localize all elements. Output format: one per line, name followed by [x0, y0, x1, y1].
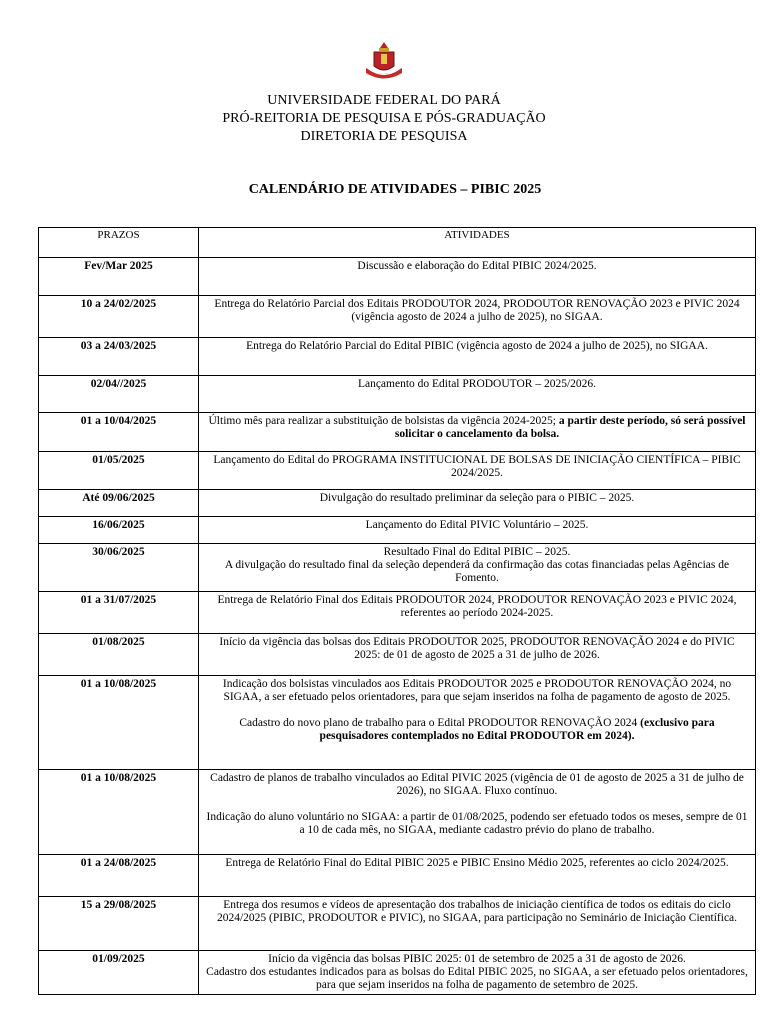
activity-cell [199, 634, 756, 676]
activity-text: Entrega dos resumos e vídeos de apresentação dos trabalhos de iniciação científica de todos os editais do ciclo 2024/2025 (PIBIC, PRODOUTOR e PIVIC), no SIGAA, para participação no Seminário de Iniciação Científica. [216, 899, 738, 924]
deadline-cell: 10 a 24/02/2025 [39, 296, 199, 338]
activity-text-bold: (exclusivo para pesquisadores contemplados no Edital PRODOUTOR em 2024). [319, 717, 715, 742]
activity-cell [199, 296, 756, 338]
university-name: UNIVERSIDADE FEDERAL DO PARÁ [267, 93, 501, 108]
activity-cell [199, 855, 756, 897]
activity-text: Entrega de Relatório Final do Edital PIBIC 2025 e PIBIC Ensino Médio 2025, referentes ao ciclo 2024/2025. [225, 857, 729, 869]
deadline-cell: Até 09/06/2025 [39, 490, 199, 517]
table-row [39, 338, 756, 376]
activities-calendar-table [38, 227, 756, 995]
activity-cell [199, 452, 756, 490]
deadline-cell: 02/04//2025 [39, 376, 199, 413]
activity-cell [199, 517, 756, 544]
table-row [39, 452, 756, 490]
table-row [39, 855, 756, 897]
table-row [39, 592, 756, 634]
deadline-cell: 01 a 10/08/2025 [39, 770, 199, 855]
page-title: CALENDÁRIO DE ATIVIDADES – PIBIC 2025 [248, 182, 542, 197]
deadline-cell: 01 a 10/08/2025 [39, 676, 199, 770]
activity-cell [199, 258, 756, 296]
activity-text-second: A divulgação do resultado final da seleção dependerá da confirmação das cotas financiadas pelas Agências de Fomento. [224, 559, 730, 584]
activity-text: Lançamento do Edital PIVIC Voluntário – 2025. [365, 519, 589, 531]
activity-text-second: Indicação do aluno voluntário no SIGAA: a partir de 01/08/2025, podendo ser efetuado todos os meses, sempre de 01 a 10 de cada mês, no SIGAA, mediante cadastro prévio do plano de trabalho. [206, 811, 748, 836]
table-row [39, 258, 756, 296]
table-row [39, 413, 756, 452]
deadline-cell: 01/09/2025 [39, 951, 199, 995]
table-row [39, 517, 756, 544]
activity-cell [199, 490, 756, 517]
activity-text: Lançamento do Edital do PROGRAMA INSTITUCIONAL DE BOLSAS DE INICIAÇÃO CIENTÍFICA – PIBIC 2024/2025. [213, 454, 741, 479]
activity-text: Entrega do Relatório Parcial do Edital PIBIC (vigência agosto de 2024 a julho de 2025), no SIGAA. [246, 340, 708, 352]
activity-cell [199, 770, 756, 855]
directorate-name: DIRETORIA DE PESQUISA [300, 129, 468, 144]
activity-text: Início da vigência das bolsas PIBIC 2025: 01 de setembro de 2025 a 31 de agosto de 2026. [268, 953, 686, 965]
activity-cell [199, 897, 756, 951]
activity-text: Resultado Final do Edital PIBIC – 2025. [383, 546, 571, 558]
department-name: PRÓ-REITORIA DE PESQUISA E PÓS-GRADUAÇÃO [222, 111, 546, 126]
deadline-cell: 30/06/2025 [39, 544, 199, 592]
table-row [39, 376, 756, 413]
table-header-row [39, 228, 756, 258]
activity-cell [199, 592, 756, 634]
deadline-cell: 01/05/2025 [39, 452, 199, 490]
deadline-cell: 16/06/2025 [39, 517, 199, 544]
activity-text-second: Cadastro dos estudantes indicados para as bolsas do Edital PIBIC 2025, no SIGAA, a ser efetuado pelos orientadores, para que sejam inseridos na folha de pagamento de setembro de 2025. [206, 966, 748, 991]
table-row [39, 951, 756, 995]
activity-cell [199, 338, 756, 376]
column-header-atividades: ATIVIDADES [199, 228, 756, 258]
activity-text: Discussão e elaboração do Edital PIBIC 2024/2025. [357, 260, 597, 272]
university-crest-logo [362, 40, 406, 84]
activity-text: Cadastro de planos de trabalho vinculados ao Edital PIVIC 2025 (vigência de 01 de agosto de 2025 a 31 de julho de 2026), no SIGAA. Fluxo contínuo. [210, 772, 744, 797]
activity-text: Último mês para realizar a substituição de bolsistas da vigência 2024-2025; [208, 415, 556, 427]
activity-cell [199, 413, 756, 452]
deadline-cell: 01 a 24/08/2025 [39, 855, 199, 897]
activity-cell [199, 544, 756, 592]
table-row [39, 770, 756, 855]
activity-cell [199, 376, 756, 413]
activity-text: Entrega do Relatório Parcial dos Editais PRODOUTOR 2024, PRODOUTOR RENOVAÇÃO 2023 e PIVIC 2024 (vigência agosto de 2024 a julho de 2025), no SIGAA. [214, 298, 740, 323]
column-header-prazos: PRAZOS [39, 228, 199, 258]
activity-text: Início da vigência das bolsas dos Editais PRODOUTOR 2025, PRODOUTOR RENOVAÇÃO 2024 e do PIVIC 2025: de 01 de agosto de 2025 a 31 de julho de 2026. [219, 636, 735, 661]
deadline-cell: 01 a 31/07/2025 [39, 592, 199, 634]
activity-text: Divulgação do resultado preliminar da seleção para o PIBIC – 2025. [319, 492, 635, 504]
table-row [39, 490, 756, 517]
activity-cell [199, 951, 756, 995]
deadline-cell: 15 a 29/08/2025 [39, 897, 199, 951]
activity-text: Indicação dos bolsistas vinculados aos Editais PRODOUTOR 2025 e PRODOUTOR RENOVAÇÃO 2024, no SIGAA, a ser efetuado pelos orientadores, para que sejam inseridos na folha de pagamento de agosto de 2025. [222, 678, 732, 703]
deadline-cell: Fev/Mar 2025 [39, 258, 199, 296]
deadline-cell: 01 a 10/04/2025 [39, 413, 199, 452]
activity-text-bold: a partir deste período, só será possível solicitar o cancelamento da bolsa. [394, 415, 746, 440]
activity-text: Entrega de Relatório Final dos Editais PRODOUTOR 2024, PRODOUTOR RENOVAÇÃO 2023 e PIVIC 2024, referentes ao período 2024-2025. [217, 594, 737, 619]
deadline-cell: 01/08/2025 [39, 634, 199, 676]
activity-text-second: Cadastro do novo plano de trabalho para o Edital PRODOUTOR RENOVAÇÃO 2024 [239, 717, 638, 729]
table-row [39, 676, 756, 770]
table-row [39, 634, 756, 676]
activity-cell [199, 676, 756, 770]
table-row [39, 296, 756, 338]
table-row [39, 897, 756, 951]
table-row [39, 544, 756, 592]
activity-text: Lançamento do Edital PRODOUTOR – 2025/2026. [357, 378, 597, 390]
deadline-cell: 03 a 24/03/2025 [39, 338, 199, 376]
